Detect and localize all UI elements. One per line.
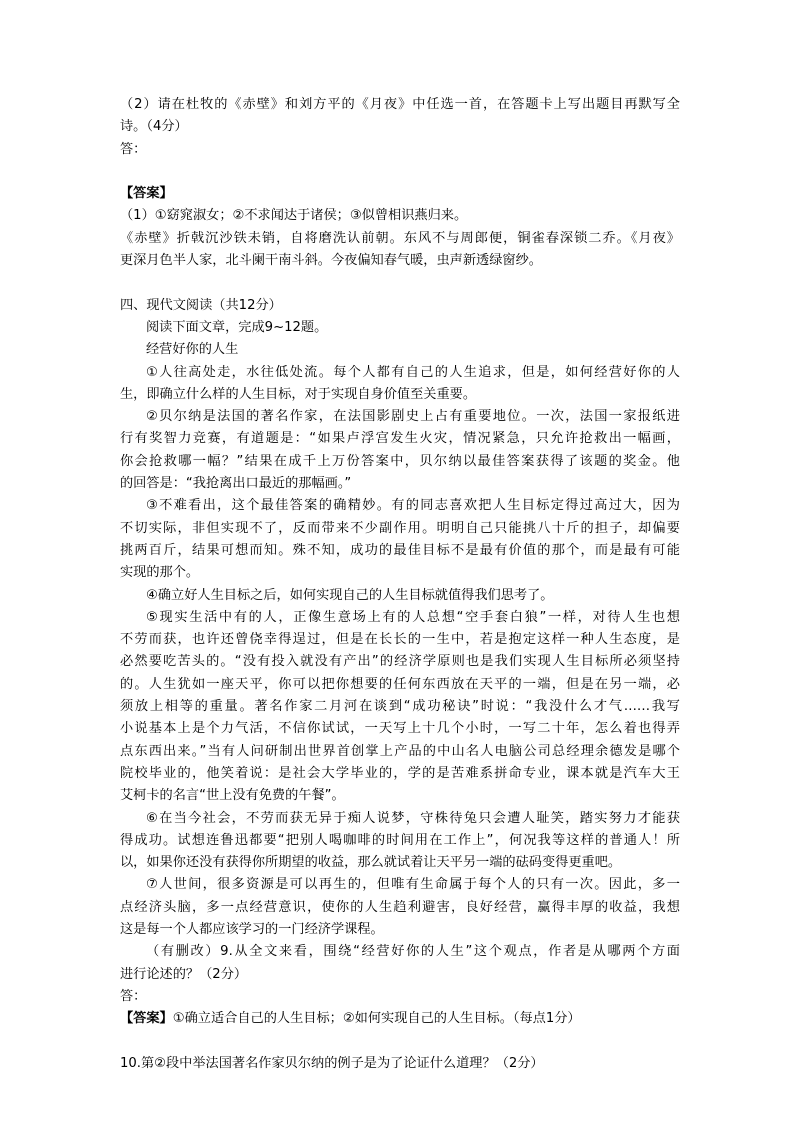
question-2-answer-prompt: 答： <box>120 141 147 157</box>
article-line: 的。人生犹如一座天平，你可以把你想要的任何东西放在天平的一端，但是在另一端，必 <box>120 676 680 692</box>
article-paragraph-4 <box>120 585 680 607</box>
exam-page <box>120 94 680 1075</box>
spacer <box>120 272 680 294</box>
article-line: 艾柯卡的名言“世上没有免费的午餐”。 <box>120 788 345 804</box>
article-line: ⑥在当今社会，不劳而获无异于痴人说梦，守株待兔只会遭人耻笑，踏实努力才能获 <box>146 810 680 826</box>
article-line: 得成功。试想连鲁迅都要“把别人喝咖啡的时间用在工作上”，何况我等这样的普通人！所 <box>120 832 680 848</box>
answer-label: 【答案】 <box>120 1011 173 1027</box>
article-title: 经营好你的人生 <box>146 342 239 358</box>
article-paragraph-5 <box>120 607 680 808</box>
answer-text: ①确立适合自己的人生目标；②如何实现自己的人生目标。（每点1分） <box>172 1011 581 1027</box>
article-paragraph-2 <box>120 406 680 495</box>
article-line: 实现的那个。 <box>120 565 200 581</box>
article-paragraph-1 <box>120 362 680 407</box>
article-line: 必然要吃苦头的。“没有投入就没有产出”的经济学原则也是我们实现人生目标所必须坚持 <box>120 654 680 670</box>
question-9-answer <box>120 1008 680 1030</box>
spacer <box>120 1030 680 1052</box>
question-2-line-2: 诗。（4分） <box>120 119 188 135</box>
article-paragraph-6 <box>120 808 680 875</box>
question-9-line-2: 进行论述的？（2分） <box>120 966 248 982</box>
section-heading: 四、现代文阅读（共12分） <box>120 297 282 313</box>
question-10: 10.第②段中举法国著名作家贝尔纳的例子是为了论证什么道理？（2分） <box>120 1055 544 1071</box>
answer-label: 【答案】 <box>120 186 173 202</box>
article-line: ⑤现实生活中有的人，正像生意场上有的人总想“空手套白狼”一样，对待人生也想 <box>146 609 680 625</box>
article-line: ②贝尔纳是法国的著名作家，在法国影剧史上占有重要地位。一次，法国一家报纸进 <box>146 409 680 425</box>
article-paragraph-7 <box>120 874 680 941</box>
article-line: 不劳而获，也许还曾侥幸得逞过，但是在长长的一生中，若是抱定这样一种人生态度，是 <box>120 632 680 648</box>
article-line: ④确立好人生目标之后，如何实现自己的人生目标就值得我们思考了。 <box>146 587 554 603</box>
reading-instruction: 阅读下面文章，完成9~12题。 <box>146 319 328 335</box>
article-line: ⑦人世间，很多资源是可以再生的，但唯有生命属于每个人的只有一次。因此，多一 <box>146 877 680 893</box>
article-line: 挑两百斤，结果可想而知。殊不知，成功的最佳目标不是最有价值的那个，而是最有可能 <box>120 542 680 558</box>
article-line: ③不难看出，这个最佳答案的确精妙。有的同志喜欢把人生目标定得过高过大，因为 <box>146 498 680 514</box>
answer-line-1: （1）①窈窕淑女；②不求闻达于诸侯；③似曾相识燕归来。 <box>120 208 468 224</box>
question-9-answer-prompt: 答： <box>120 988 147 1004</box>
article-line: 行有奖智力竞赛，有道题是：“如果卢浮宫发生火灾，情况紧急，只允许抢救出一幅画， <box>120 431 680 447</box>
article-line: 这是每一个人都应该学习的一门经济学课程。 <box>120 921 384 937</box>
article-line: 生，即确立什么样的人生目标，对于实现自身价值至关重要。 <box>120 386 477 402</box>
article-line: ①人往高处走，水往低处流。每个人都有自己的人生追求，但是，如何经营好你的人 <box>146 364 680 380</box>
article-line: 不切实际，非但实现不了，反而带来不少副作用。明明自己只能挑八十斤的担子，却偏要 <box>120 520 680 536</box>
question-9-line-1: （有删改）9.从全文来看，围绕“经营好你的人生”这个观点，作者是从哪两个方面 <box>146 944 680 960</box>
answer-line-2: 《赤壁》折戟沉沙铁未销，自将磨洗认前朝。东风不与周郎便，铜雀春深锁二乔。《月夜》 <box>120 230 680 246</box>
article-line: 小说基本上是个力气活，不信你试试，一天写上十几个小时，一写二十年，怎么着也得弄 <box>120 721 680 737</box>
answer-line-3: 更深月色半人家，北斗阑干南斗斜。今夜偏知春气暖，虫声新透绿窗纱。 <box>120 253 542 269</box>
spacer <box>120 161 680 183</box>
article-line: 你会抢救哪一幅？”结果在成千上万份答案中，贝尔纳以最佳答案获得了该题的奖金。他 <box>120 453 680 469</box>
article-line: 点经济头脑，多一点经营意识，使你的人生趋利避害，良好经营，赢得丰厚的收益，我想 <box>120 899 680 915</box>
article-line: 的回答是：“我抢离出口最近的那幅画。” <box>120 476 352 492</box>
article-line: 须放上相等的重量。著名作家二月河在谈到“成功秘诀”时说：“我没什么才气……我写 <box>120 699 680 715</box>
question-2-line-1: （2）请在杜牧的《赤壁》和刘方平的《月夜》中任选一首，在答题卡上写出题目再默写全 <box>120 97 680 112</box>
article-line: 点东西出来。”当有人问研制出世界首创掌上产品的中山名人电脑公司总经理余德发是哪个 <box>120 743 680 759</box>
article-line: 院校毕业的，他笑着说：是社会大学毕业的，学的是苦难系拼命专业，课本就是汽车大王 <box>120 765 680 781</box>
article-paragraph-3 <box>120 495 680 584</box>
article-line: 以，如果你还没有获得你所期望的收益，那么就试着让天平另一端的砝码变得更重吧。 <box>120 855 622 871</box>
